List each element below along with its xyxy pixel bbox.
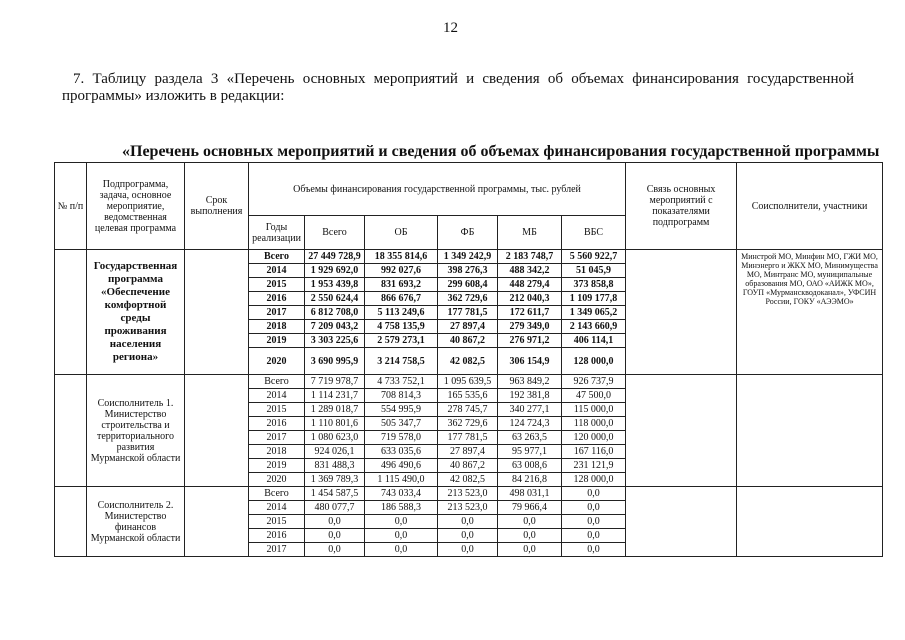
- ob-cell: 743 033,4: [365, 487, 438, 501]
- year-cell: 2019: [249, 334, 305, 348]
- amendment-paragraph: 7. Таблицу раздела 3 «Перечень основных мероприятий и сведения об объемах финансирования государственной программы» изложить в редакции:: [62, 71, 854, 104]
- total-cell: 2 550 624,4: [305, 292, 365, 306]
- year-cell: 2019: [249, 459, 305, 473]
- mb-cell: 963 849,2: [498, 375, 562, 389]
- vbs-cell: 0,0: [562, 515, 626, 529]
- ob-cell: 0,0: [365, 515, 438, 529]
- total-cell: 1 369 789,3: [305, 473, 365, 487]
- header-row-1: [55, 163, 883, 216]
- vbs-cell: 0,0: [562, 501, 626, 515]
- year-cell: Всего: [249, 375, 305, 389]
- mb-cell: 84 216,8: [498, 473, 562, 487]
- total-cell: 6 812 708,0: [305, 306, 365, 320]
- header-num: № п/п: [55, 163, 87, 250]
- total-cell: 3 690 995,9: [305, 348, 365, 375]
- header-name: Подпрограмма, задача, основное мероприятие, ведомственная целевая программа: [87, 163, 185, 250]
- fb-cell: 40 867,2: [438, 459, 498, 473]
- ob-cell: 5 113 249,6: [365, 306, 438, 320]
- ob-cell: 831 693,2: [365, 278, 438, 292]
- fb-cell: 0,0: [438, 529, 498, 543]
- ob-cell: 2 579 273,1: [365, 334, 438, 348]
- table-title: «Перечень основных мероприятий и сведения об объемах финансирования государственной программы: [122, 143, 880, 160]
- header-partners: Соисполнители, участники: [737, 163, 883, 250]
- ob-cell: 0,0: [365, 543, 438, 557]
- mb-cell: 95 977,1: [498, 445, 562, 459]
- vbs-cell: 120 000,0: [562, 431, 626, 445]
- fb-cell: 177 781,5: [438, 431, 498, 445]
- fb-cell: 0,0: [438, 543, 498, 557]
- year-cell: 2014: [249, 501, 305, 515]
- total-cell: 1 080 623,0: [305, 431, 365, 445]
- fb-cell: 362 729,6: [438, 292, 498, 306]
- mb-cell: 0,0: [498, 529, 562, 543]
- table-row: [55, 250, 883, 264]
- header-years: Годы реализации: [249, 216, 305, 250]
- total-cell: 0,0: [305, 515, 365, 529]
- year-cell: 2014: [249, 389, 305, 403]
- total-cell: 0,0: [305, 529, 365, 543]
- fb-cell: 27 897,4: [438, 320, 498, 334]
- fb-cell: 299 608,4: [438, 278, 498, 292]
- total-cell: 27 449 728,9: [305, 250, 365, 264]
- mb-cell: 2 183 748,7: [498, 250, 562, 264]
- vbs-cell: 5 560 922,7: [562, 250, 626, 264]
- year-cell: 2016: [249, 529, 305, 543]
- mb-cell: 192 381,8: [498, 389, 562, 403]
- vbs-cell: 406 114,1: [562, 334, 626, 348]
- year-cell: 2017: [249, 306, 305, 320]
- total-cell: 1 953 439,8: [305, 278, 365, 292]
- ob-cell: 0,0: [365, 529, 438, 543]
- total-cell: 1 929 692,0: [305, 264, 365, 278]
- mb-cell: 448 279,4: [498, 278, 562, 292]
- group-link: [626, 375, 737, 487]
- header-mb: МБ: [498, 216, 562, 250]
- vbs-cell: 1 349 065,2: [562, 306, 626, 320]
- group-link: [626, 487, 737, 557]
- vbs-cell: 0,0: [562, 487, 626, 501]
- total-cell: 7 719 978,7: [305, 375, 365, 389]
- ob-cell: 708 814,3: [365, 389, 438, 403]
- group-num: [55, 487, 87, 557]
- year-cell: 2017: [249, 431, 305, 445]
- header-total: Всего: [305, 216, 365, 250]
- year-cell: 2015: [249, 403, 305, 417]
- header-link: Связь основных мероприятий с показателями подпрограмм: [626, 163, 737, 250]
- mb-cell: 340 277,1: [498, 403, 562, 417]
- fb-cell: 1 349 242,9: [438, 250, 498, 264]
- ob-cell: 18 355 814,6: [365, 250, 438, 264]
- vbs-cell: 0,0: [562, 543, 626, 557]
- mb-cell: 124 724,3: [498, 417, 562, 431]
- year-cell: 2020: [249, 348, 305, 375]
- mb-cell: 0,0: [498, 515, 562, 529]
- total-cell: 1 454 587,5: [305, 487, 365, 501]
- header-vbs: ВБС: [562, 216, 626, 250]
- table-body: [55, 163, 883, 557]
- group-num: [55, 375, 87, 487]
- group-num: [55, 250, 87, 375]
- ob-cell: 719 578,0: [365, 431, 438, 445]
- vbs-cell: 47 500,0: [562, 389, 626, 403]
- ob-cell: 633 035,6: [365, 445, 438, 459]
- group-name: Соисполнитель 1. Министерство строительства и территориального развития Мурманской области: [87, 375, 185, 487]
- fb-cell: 362 729,6: [438, 417, 498, 431]
- year-cell: 2015: [249, 515, 305, 529]
- vbs-cell: 115 000,0: [562, 403, 626, 417]
- header-volumes: Объемы финансирования государственной программы, тыс. рублей: [249, 163, 626, 216]
- page-number: 12: [443, 20, 458, 36]
- fb-cell: 0,0: [438, 515, 498, 529]
- mb-cell: 0,0: [498, 543, 562, 557]
- fb-cell: 27 897,4: [438, 445, 498, 459]
- fb-cell: 165 535,6: [438, 389, 498, 403]
- group-partners: [737, 375, 883, 487]
- mb-cell: 488 342,2: [498, 264, 562, 278]
- group-term: [185, 250, 249, 375]
- fb-cell: 398 276,3: [438, 264, 498, 278]
- mb-cell: 172 611,7: [498, 306, 562, 320]
- mb-cell: 306 154,9: [498, 348, 562, 375]
- table-row: [55, 375, 883, 389]
- vbs-cell: 373 858,8: [562, 278, 626, 292]
- ob-cell: 496 490,6: [365, 459, 438, 473]
- year-cell: 2016: [249, 417, 305, 431]
- header-fb: ФБ: [438, 216, 498, 250]
- fb-cell: 213 523,0: [438, 487, 498, 501]
- mb-cell: 63 008,6: [498, 459, 562, 473]
- ob-cell: 992 027,6: [365, 264, 438, 278]
- mb-cell: 276 971,2: [498, 334, 562, 348]
- ob-cell: 554 995,9: [365, 403, 438, 417]
- ob-cell: 505 347,7: [365, 417, 438, 431]
- year-cell: 2016: [249, 292, 305, 306]
- mb-cell: 279 349,0: [498, 320, 562, 334]
- vbs-cell: 167 116,0: [562, 445, 626, 459]
- group-term: [185, 487, 249, 557]
- year-cell: 2020: [249, 473, 305, 487]
- group-link: [626, 250, 737, 375]
- total-cell: 7 209 043,2: [305, 320, 365, 334]
- total-cell: 3 303 225,6: [305, 334, 365, 348]
- total-cell: 1 114 231,7: [305, 389, 365, 403]
- year-cell: 2014: [249, 264, 305, 278]
- mb-cell: 212 040,3: [498, 292, 562, 306]
- year-cell: 2018: [249, 445, 305, 459]
- group-term: [185, 375, 249, 487]
- group-partners: Минстрой МО, Минфин МО, ГЖИ МО, Минэнерго и ЖКХ МО, Минимущества МО, Минтранс МО, муниципальные образования МО, ОАО «АИЖК МО», ГОУП «Мурманскводоканал», УФСИН России, ГОКУ «АЭЭМО»: [737, 250, 883, 375]
- total-cell: 480 077,7: [305, 501, 365, 515]
- ob-cell: 3 214 758,5: [365, 348, 438, 375]
- fb-cell: 40 867,2: [438, 334, 498, 348]
- header-ob: ОБ: [365, 216, 438, 250]
- vbs-cell: 118 000,0: [562, 417, 626, 431]
- fb-cell: 1 095 639,5: [438, 375, 498, 389]
- group-name: Государственная программа «Обеспечение комфортной среды проживания населения региона»: [87, 250, 185, 375]
- table-row: [55, 487, 883, 501]
- vbs-cell: 128 000,0: [562, 348, 626, 375]
- fb-cell: 177 781,5: [438, 306, 498, 320]
- year-cell: 2018: [249, 320, 305, 334]
- year-cell: Всего: [249, 250, 305, 264]
- header-term: Срок выполнения: [185, 163, 249, 250]
- fb-cell: 42 082,5: [438, 348, 498, 375]
- vbs-cell: 2 143 660,9: [562, 320, 626, 334]
- total-cell: 0,0: [305, 543, 365, 557]
- ob-cell: 186 588,3: [365, 501, 438, 515]
- ob-cell: 866 676,7: [365, 292, 438, 306]
- total-cell: 924 026,1: [305, 445, 365, 459]
- total-cell: 831 488,3: [305, 459, 365, 473]
- vbs-cell: 128 000,0: [562, 473, 626, 487]
- vbs-cell: 231 121,9: [562, 459, 626, 473]
- mb-cell: 63 263,5: [498, 431, 562, 445]
- total-cell: 1 289 018,7: [305, 403, 365, 417]
- vbs-cell: 926 737,9: [562, 375, 626, 389]
- fb-cell: 213 523,0: [438, 501, 498, 515]
- mb-cell: 498 031,1: [498, 487, 562, 501]
- group-partners: [737, 487, 883, 557]
- year-cell: 2015: [249, 278, 305, 292]
- year-cell: Всего: [249, 487, 305, 501]
- mb-cell: 79 966,4: [498, 501, 562, 515]
- ob-cell: 4 733 752,1: [365, 375, 438, 389]
- ob-cell: 4 758 135,9: [365, 320, 438, 334]
- funding-table: [54, 162, 883, 557]
- fb-cell: 278 745,7: [438, 403, 498, 417]
- year-cell: 2017: [249, 543, 305, 557]
- vbs-cell: 51 045,9: [562, 264, 626, 278]
- group-name: Соисполнитель 2. Министерство финансов Мурманской области: [87, 487, 185, 557]
- fb-cell: 42 082,5: [438, 473, 498, 487]
- total-cell: 1 110 801,6: [305, 417, 365, 431]
- vbs-cell: 1 109 177,8: [562, 292, 626, 306]
- ob-cell: 1 115 490,0: [365, 473, 438, 487]
- vbs-cell: 0,0: [562, 529, 626, 543]
